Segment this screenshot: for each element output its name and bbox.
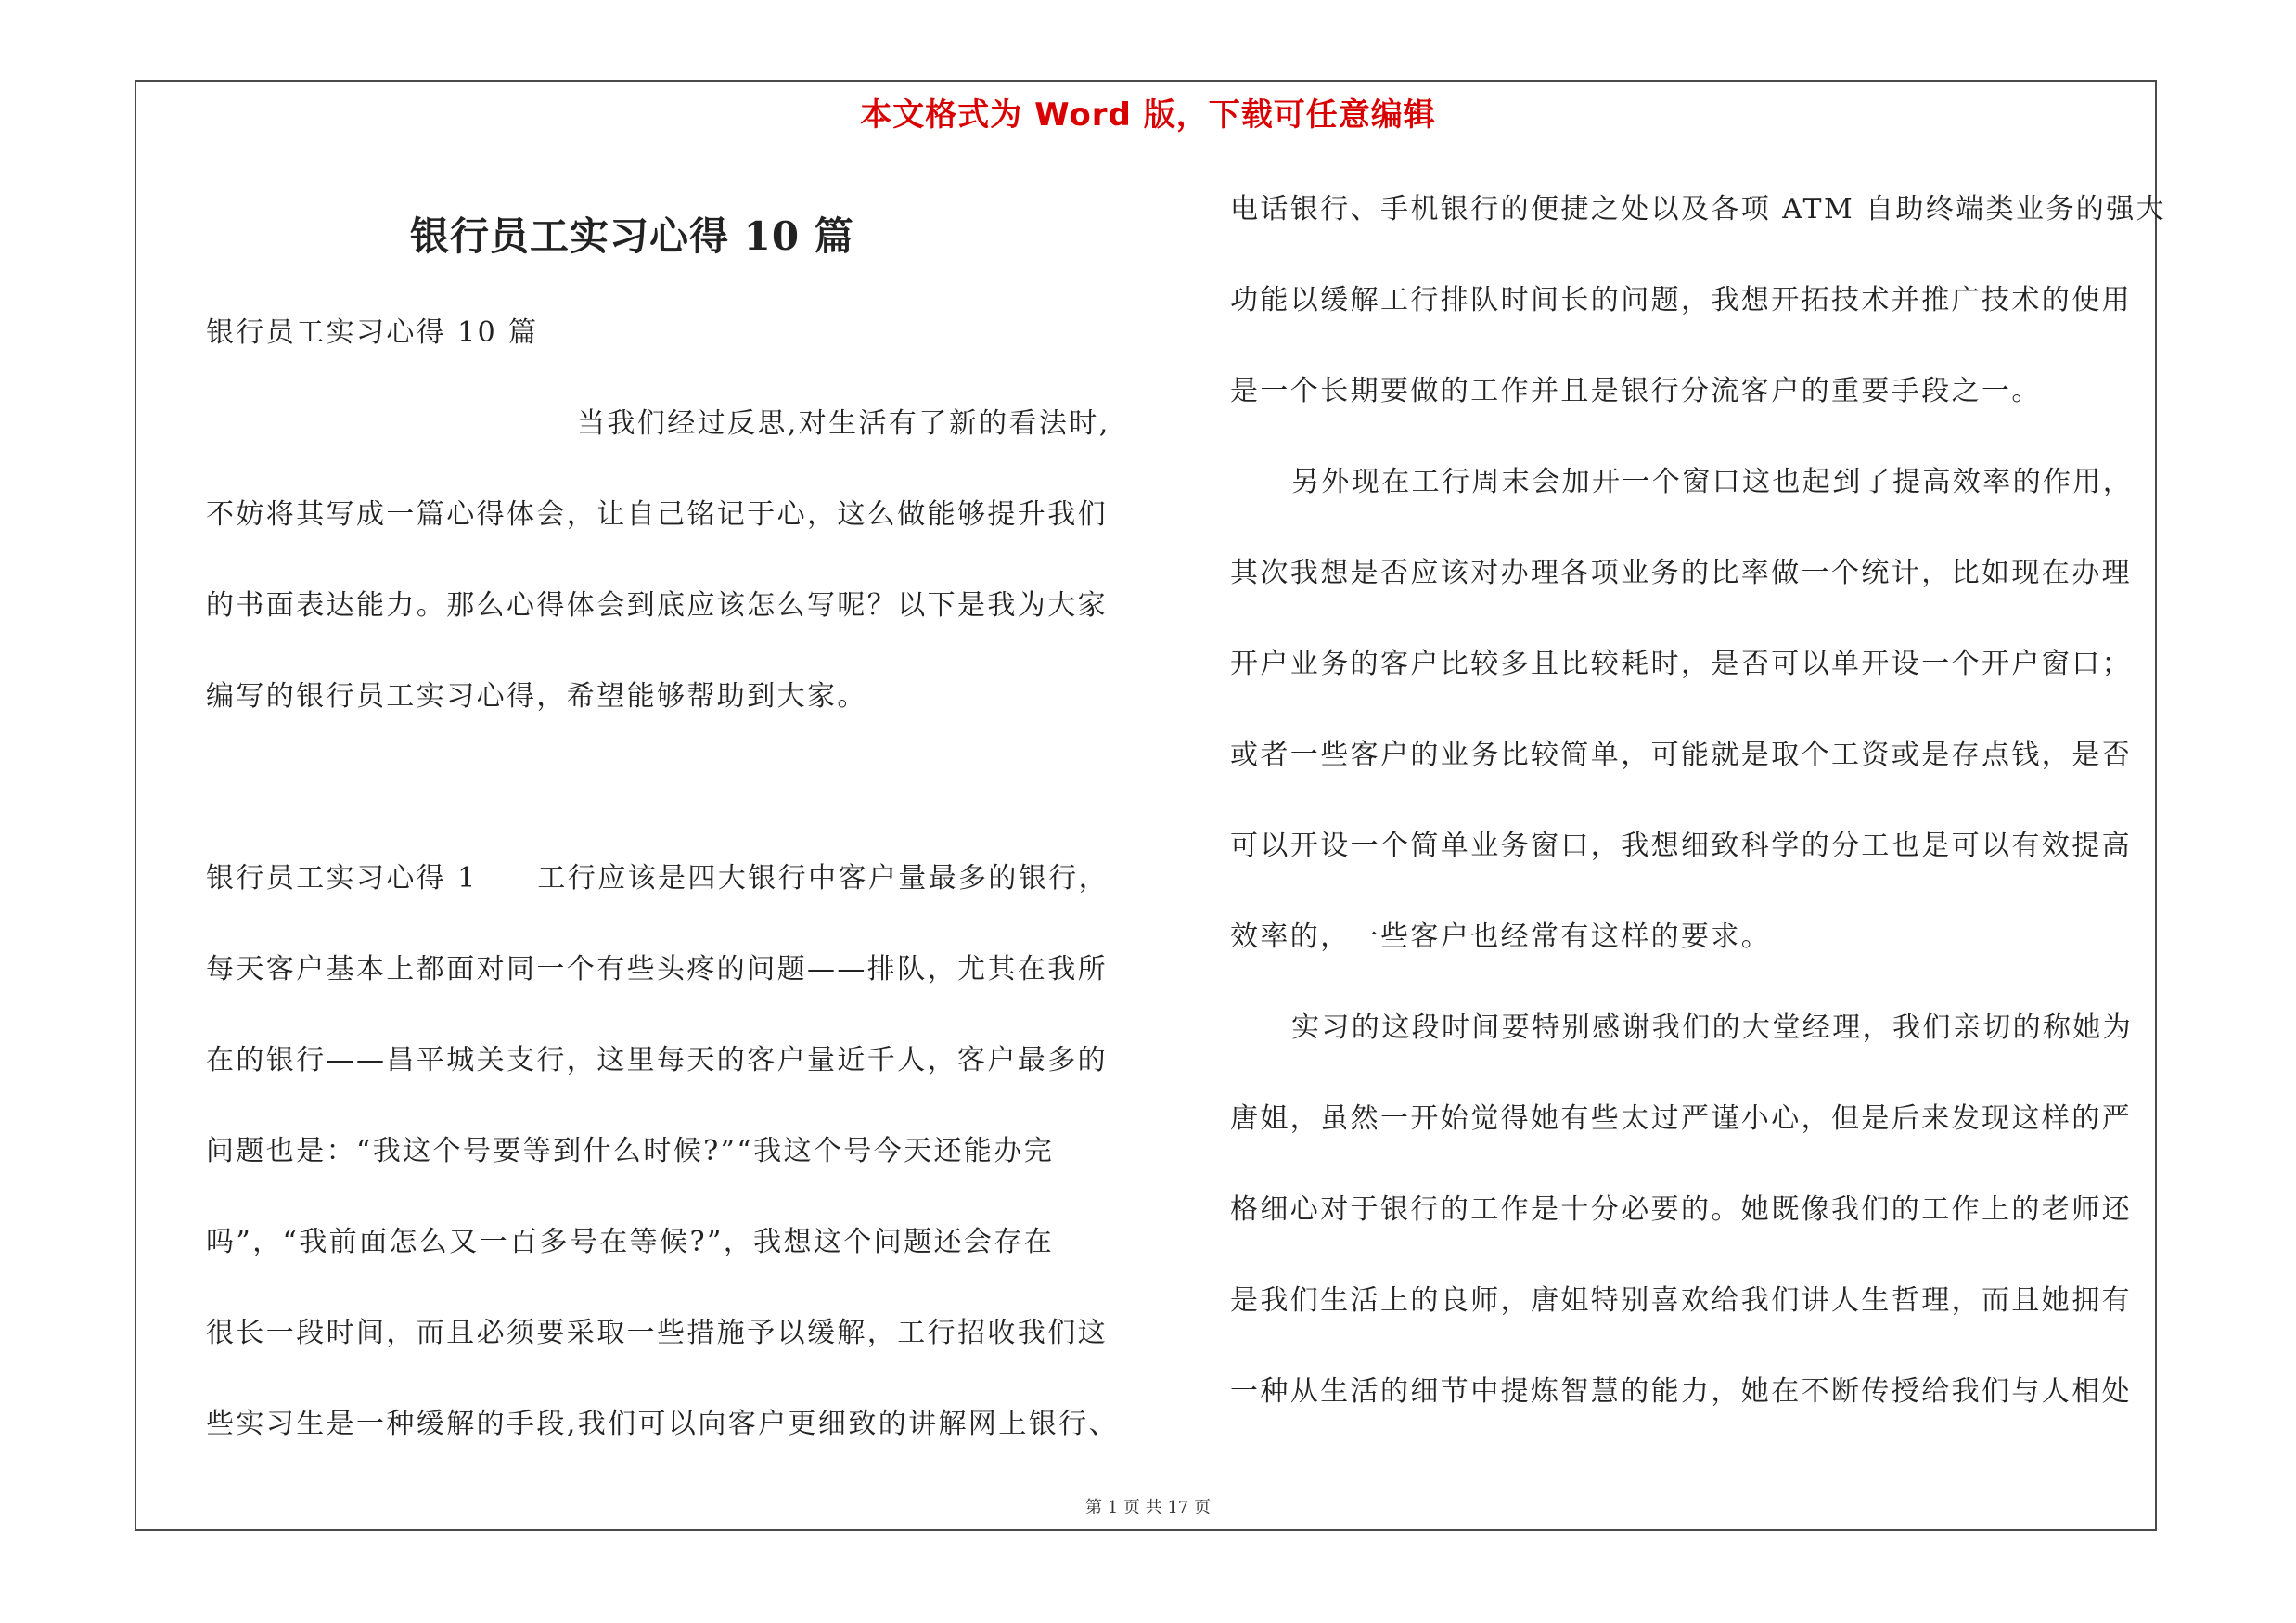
body-line: 不妨将其写成一篇心得体会，让自己铭记于心，这么做能够提升我们 bbox=[206, 498, 1108, 531]
body-line: 其次我想是否应该对办理各项业务的比率做一个统计，比如现在办理 bbox=[1230, 557, 2132, 589]
document-title: 银行员工实习心得 10 篇 bbox=[410, 213, 854, 259]
body-line: 可以开设一个简单业务窗口，我想细致科学的分工也是可以有效提高 bbox=[1230, 830, 2132, 862]
left-column bbox=[206, 186, 1148, 1470]
blank-line bbox=[206, 742, 1148, 833]
body-line: 当我们经过反思,对生活有了新的看法时, bbox=[577, 407, 1110, 440]
body-line: 唐姐，虽然一开始觉得她有些太过严谨小心，但是后来发现这样的严 bbox=[1230, 1102, 2132, 1135]
body-line: 效率的，一些客户也经常有这样的要求。 bbox=[1230, 921, 1772, 953]
body-line: 功能以缓解工行排队时间长的问题，我想开拓技术并推广技术的使用 bbox=[1230, 284, 2132, 316]
body-line: 或者一些客户的业务比较简单，可能就是取个工资或是存点钱，是否 bbox=[1230, 739, 2132, 771]
body-line: 开户业务的客户比较多且比较耗时，是否可以单开设一个开户窗口； bbox=[1230, 648, 2132, 680]
body-line: 实习的这段时间要特别感谢我们的大堂经理，我们亲切的称她为 bbox=[1291, 1011, 2134, 1044]
body-line: 另外现在工行周末会加开一个窗口这也起到了提高效率的作用， bbox=[1291, 466, 2134, 498]
body-line: 很长一段时间，而且必须要采取一些措施予以缓解，工行招收我们这 bbox=[206, 1317, 1108, 1349]
body-line: 在的银行——昌平城关支行，这里每天的客户量近千人，客户最多的 bbox=[206, 1044, 1108, 1076]
body-line: 是我们生活上的良师，唐姐特别喜欢给我们讲人生哲理，而且她拥有 bbox=[1230, 1284, 2132, 1317]
word-format-banner: 本文格式为 Word 版，下载可任意编辑 bbox=[860, 97, 1436, 134]
body-line: 每天客户基本上都面对同一个有些头疼的问题——排队，尤其在我所 bbox=[206, 953, 1108, 985]
body-line: 吗”，“我前面怎么又一百多号在等候?”，我想这个问题还会存在 bbox=[206, 1226, 1055, 1258]
body-line: 些实习生是一种缓解的手段,我们可以向客户更细致的讲解网上银行、 bbox=[206, 1408, 1119, 1440]
body-line: 编写的银行员工实习心得，希望能够帮助到大家。 bbox=[206, 680, 867, 713]
subtitle-line: 银行员工实习心得 10 篇 bbox=[206, 316, 539, 349]
body-line: 银行员工实习心得 1 工行应该是四大银行中客户量最多的银行， bbox=[206, 862, 1110, 895]
body-line: 问题也是：“我这个号要等到什么时候?”“我这个号今天还能办完 bbox=[206, 1135, 1055, 1167]
body-line: 一种从生活的细节中提炼智慧的能力，她在不断传授给我们与人相处 bbox=[1230, 1375, 2132, 1408]
body-line: 电话银行、手机银行的便捷之处以及各项 ATM 自助终端类业务的强大 bbox=[1230, 193, 2167, 225]
body-line: 的书面表达能力。那么心得体会到底应该怎么写呢？以下是我为大家 bbox=[206, 589, 1108, 622]
right-column bbox=[1230, 164, 2167, 1437]
page-number: 第 1 页 共 17 页 bbox=[1085, 1498, 1211, 1517]
body-line: 是一个长期要做的工作并且是银行分流客户的重要手段之一。 bbox=[1230, 375, 2042, 407]
body-line: 格细心对于银行的工作是十分必要的。她既像我们的工作上的老师还 bbox=[1230, 1193, 2132, 1226]
